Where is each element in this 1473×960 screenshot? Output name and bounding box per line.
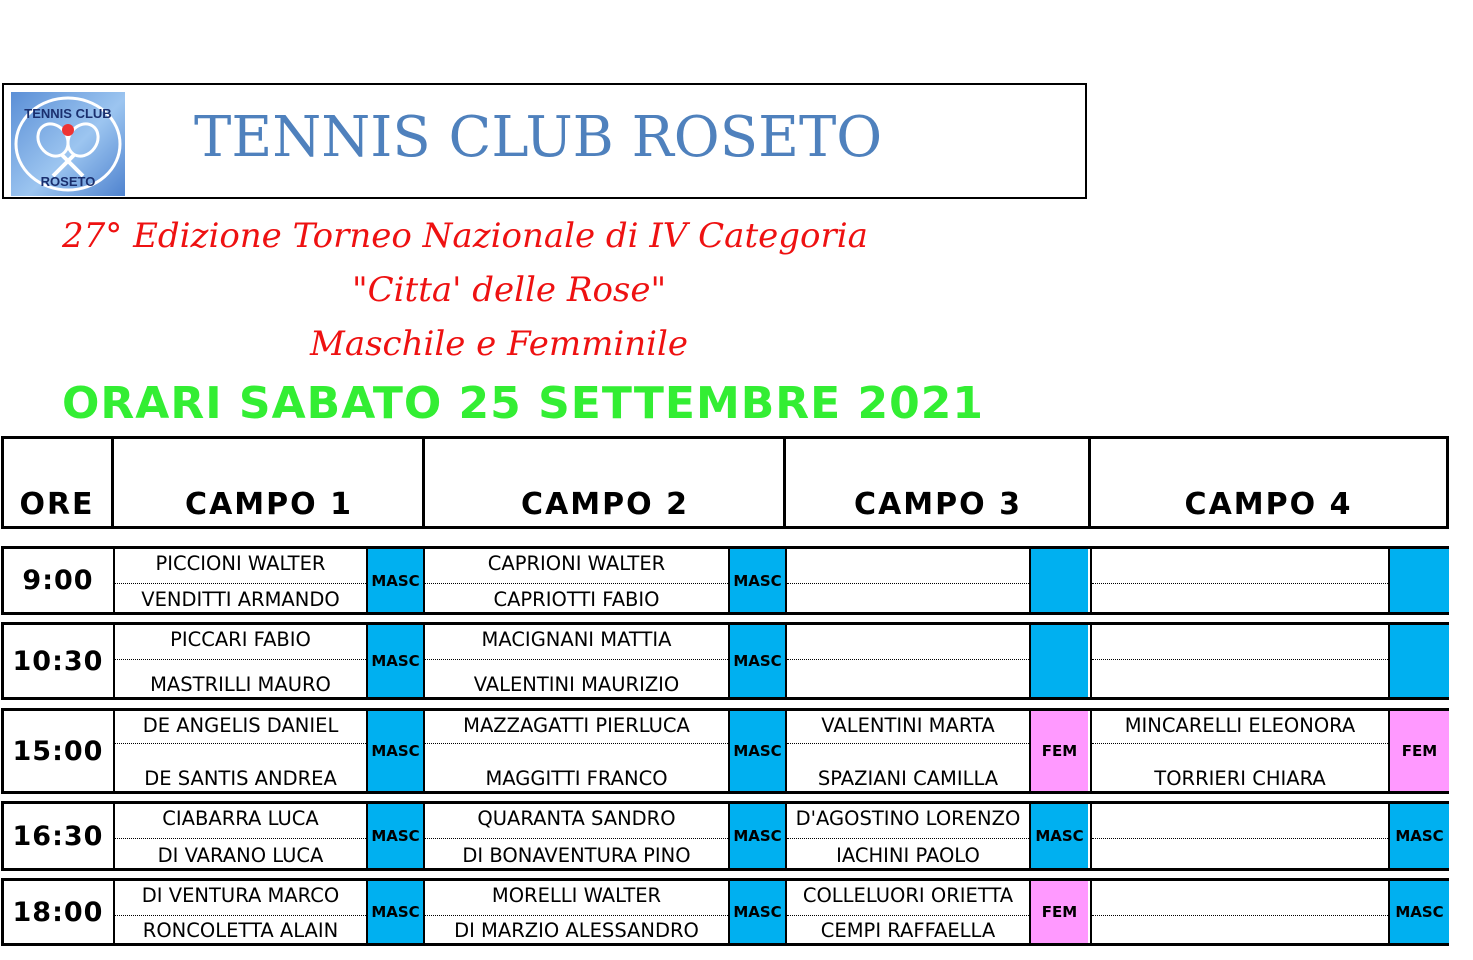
player-divider <box>1092 743 1388 744</box>
match-campo-3 <box>785 549 1029 612</box>
player-two: DI MARZIO ALESSANDRO <box>454 919 699 942</box>
player-two: RONCOLETTA ALAIN <box>142 919 339 942</box>
header-label: CAMPO 2 <box>521 487 689 522</box>
player-one: D'AGOSTINO LORENZO <box>795 807 1021 830</box>
match-campo-2 <box>423 625 728 697</box>
match-campo-4 <box>1090 625 1388 697</box>
match-campo-4 <box>1090 881 1388 943</box>
category-badge: MASC <box>1388 881 1449 943</box>
category-badge: MASC <box>366 881 423 943</box>
header-campo-2 <box>422 439 785 526</box>
category-badge: MASC <box>728 625 785 697</box>
time-slot-row <box>1 878 1449 946</box>
time-slot-row <box>1 801 1449 871</box>
time-slot-row <box>1 546 1449 615</box>
category-badge: FEM <box>1388 711 1449 791</box>
category-badge <box>1388 625 1449 697</box>
time-label: 16:30 <box>12 820 104 852</box>
player-divider <box>425 838 728 839</box>
player-two: SPAZIANI CAMILLA <box>817 767 999 790</box>
category-badge <box>1029 549 1088 612</box>
player-one: CAPRIONI WALTER <box>487 552 666 575</box>
player-divider <box>425 583 728 584</box>
player-divider <box>115 838 366 839</box>
tennis-racket-logo-icon <box>11 92 125 196</box>
match-campo-2 <box>423 804 728 868</box>
header-ore <box>1 439 113 526</box>
player-one: CIABARRA LUCA <box>162 807 319 830</box>
match-campo-3 <box>785 711 1029 791</box>
player-one: DI VENTURA MARCO <box>141 884 340 907</box>
category-badge: MASC <box>728 549 785 612</box>
player-divider <box>787 659 1029 660</box>
player-one: MAZZAGATTI PIERLUCA <box>463 714 690 737</box>
club-header <box>2 83 1087 199</box>
player-two: DE SANTIS ANDREA <box>144 767 337 790</box>
player-divider <box>1092 583 1388 584</box>
player-one: VALENTINI MARTA <box>821 714 995 737</box>
category-badge <box>1029 625 1088 697</box>
time-label: 15:00 <box>12 735 104 767</box>
player-two: TORRIERI CHIARA <box>1154 767 1326 790</box>
player-two: IACHINI PAOLO <box>836 844 980 867</box>
tournament-category: Maschile e Femminile <box>310 324 689 364</box>
player-divider <box>787 743 1029 744</box>
player-divider <box>425 743 728 744</box>
table-header <box>1 436 1449 529</box>
header-label: CAMPO 1 <box>185 487 353 522</box>
player-divider <box>115 583 366 584</box>
match-campo-3 <box>785 625 1029 697</box>
category-badge: MASC <box>366 625 423 697</box>
category-badge <box>1388 549 1449 612</box>
time-slot-row <box>1 708 1449 794</box>
player-one: PICCIONI WALTER <box>155 552 326 575</box>
header-campo-3 <box>783 439 1090 526</box>
player-divider <box>787 838 1029 839</box>
category-badge: MASC <box>1388 804 1449 868</box>
player-divider <box>115 659 366 660</box>
category-badge: MASC <box>366 549 423 612</box>
logo-text-bottom: ROSETO <box>40 174 96 189</box>
player-two: MASTRILLI MAURO <box>150 673 331 696</box>
player-divider <box>115 743 366 744</box>
player-divider <box>425 915 728 916</box>
schedule-title: ORARI SABATO 25 SETTEMBRE 2021 <box>62 378 984 429</box>
player-two: VALENTINI MAURIZIO <box>473 673 680 696</box>
player-one: PICCARI FABIO <box>170 628 311 651</box>
category-badge: MASC <box>728 804 785 868</box>
player-two: VENDITTI ARMANDO <box>141 588 340 611</box>
match-campo-3 <box>785 804 1029 868</box>
match-campo-1 <box>113 804 366 868</box>
match-campo-4 <box>1090 711 1388 791</box>
player-two: MAGGITTI FRANCO <box>485 767 668 790</box>
category-badge: FEM <box>1029 881 1088 943</box>
category-badge: MASC <box>1029 804 1088 868</box>
time-label: 18:00 <box>12 896 104 928</box>
category-badge: MASC <box>728 881 785 943</box>
match-campo-4 <box>1090 549 1388 612</box>
match-campo-1 <box>113 881 366 943</box>
category-badge: MASC <box>366 711 423 791</box>
player-one: DE ANGELIS DANIEL <box>142 714 339 737</box>
player-one: MINCARELLI ELEONORA <box>1124 714 1356 737</box>
header-label: CAMPO 4 <box>1184 487 1353 522</box>
header-campo-4 <box>1088 439 1446 526</box>
player-divider <box>115 915 366 916</box>
player-two: DI VARANO LUCA <box>157 844 324 867</box>
category-badge: MASC <box>366 804 423 868</box>
player-divider <box>1092 659 1388 660</box>
match-campo-1 <box>113 549 366 612</box>
match-campo-4 <box>1090 804 1388 868</box>
player-divider <box>1092 915 1388 916</box>
player-one: MORELLI WALTER <box>491 884 662 907</box>
time-slot-row <box>1 622 1449 700</box>
header-label: ORE <box>19 487 95 522</box>
player-one: MACIGNANI MATTIA <box>481 628 672 651</box>
match-campo-2 <box>423 711 728 791</box>
match-campo-1 <box>113 711 366 791</box>
tournament-edition: 27° Edizione Torneo Nazionale di IV Categoria <box>62 216 868 256</box>
player-divider <box>425 659 728 660</box>
club-title: TENNIS CLUB ROSETO <box>194 105 883 170</box>
header-label: CAMPO 3 <box>854 487 1022 522</box>
match-campo-2 <box>423 881 728 943</box>
player-two: CAPRIOTTI FABIO <box>493 588 660 611</box>
match-campo-1 <box>113 625 366 697</box>
player-one: QUARANTA SANDRO <box>477 807 676 830</box>
player-two: CEMPI RAFFAELLA <box>820 919 996 942</box>
club-logo <box>11 92 125 196</box>
match-campo-2 <box>423 549 728 612</box>
time-label: 10:30 <box>12 645 104 677</box>
category-badge: MASC <box>728 711 785 791</box>
player-one: COLLELUORI ORIETTA <box>802 884 1014 907</box>
player-two: DI BONAVENTURA PINO <box>462 844 691 867</box>
time-label: 9:00 <box>22 565 94 596</box>
player-divider <box>1092 838 1388 839</box>
tournament-name: "Citta' delle Rose" <box>352 270 667 310</box>
match-campo-3 <box>785 881 1029 943</box>
player-divider <box>787 915 1029 916</box>
player-divider <box>787 583 1029 584</box>
logo-text-top: TENNIS CLUB <box>24 106 112 121</box>
header-campo-1 <box>111 439 424 526</box>
category-badge: FEM <box>1029 711 1088 791</box>
